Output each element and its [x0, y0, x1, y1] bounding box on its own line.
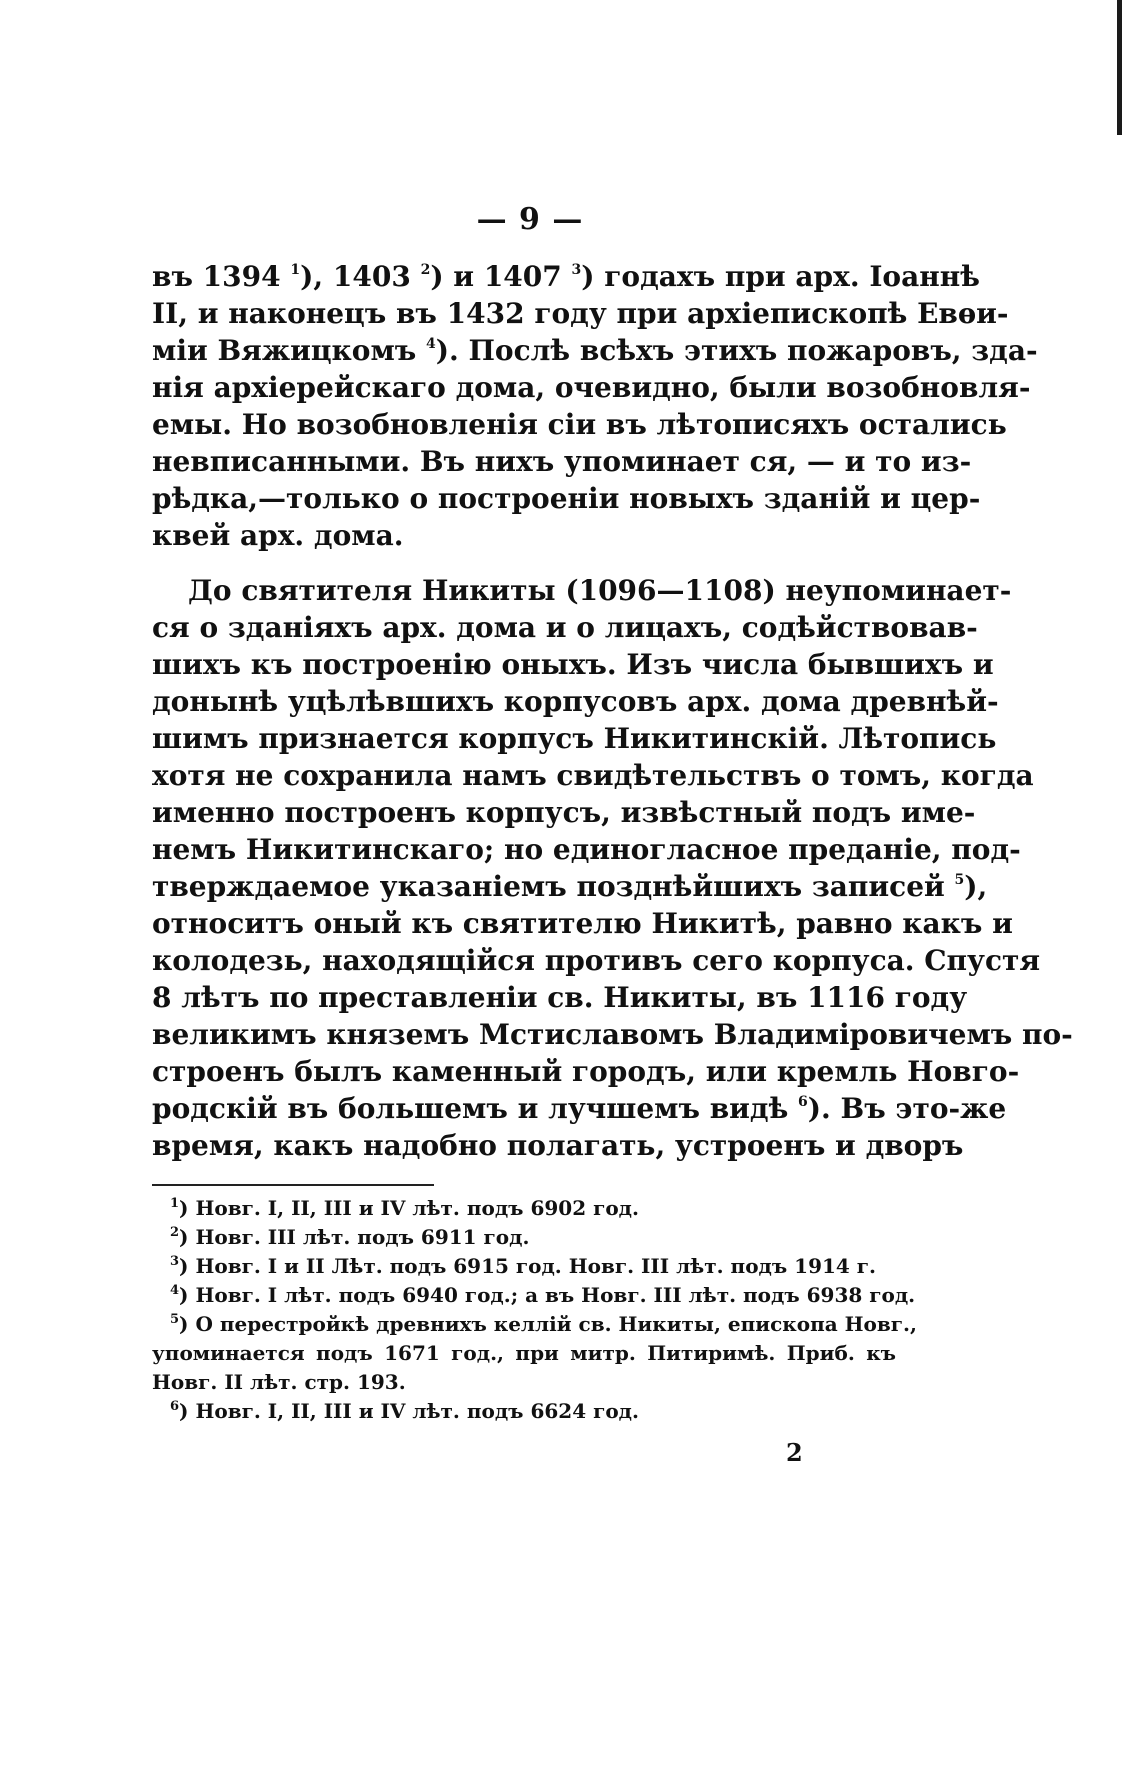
main-text — [152, 258, 1073, 1164]
text-line — [152, 1090, 1007, 1127]
text-line: II, и наконецъ въ 1432 году при архіепископѣ Евѳи- — [152, 297, 1009, 330]
text-line: относитъ оный къ святителю Никитѣ, равно какъ и — [152, 907, 1013, 940]
footnote-mark: 6 — [170, 1399, 180, 1414]
text-line: колодезь, находящійся противъ сего корпуса. Спустя — [152, 944, 1041, 977]
text-fragment: въ 1394 — [152, 260, 281, 293]
paragraph-gap — [152, 554, 896, 572]
text-line: емы. Но возобновленія сіи въ лѣтописяхъ остались — [152, 408, 1007, 441]
footnote-text: ) О перестройкѣ древнихъ келлій св. Никиты, епископа Новг., — [179, 1312, 917, 1336]
text-fragment: ), — [964, 870, 988, 903]
footnote-ref: 4 — [426, 336, 436, 352]
footnote — [152, 1252, 896, 1281]
footnote-continuation: упоминается подъ 1671 год., при митр. Питиримѣ. Приб. къ — [152, 1341, 896, 1365]
text-line: рѣдка,—только о построеніи новыхъ зданій и цер- — [152, 482, 981, 515]
footnote-ref: 1 — [290, 262, 301, 278]
footnote-text: ) Новг. I лѣт. подъ 6940 год.; а въ Новг. III лѣт. подъ 6938 год. — [179, 1283, 916, 1307]
text-line: время, какъ надобно полагать, устроенъ и дворъ — [152, 1129, 964, 1162]
text-line: квей арх. дома. — [152, 519, 404, 552]
footnote — [152, 1194, 896, 1223]
text-fragment: ) годахъ при арх. Іоаннѣ — [581, 260, 980, 293]
text-fragment: ). Въ это-же — [807, 1092, 1007, 1125]
footnote-text: ) Новг. I, II, III и IV лѣт. подъ 6902 год. — [179, 1196, 639, 1220]
page-edge-line — [1117, 0, 1122, 135]
text-line — [152, 332, 1038, 369]
text-fragment: ), 1403 — [300, 260, 411, 293]
footnote-ref: 6 — [798, 1094, 808, 1110]
text-fragment: міи Вяжицкомъ — [152, 334, 417, 367]
text-line — [152, 868, 988, 905]
text-line: шихъ къ построенію оныхъ. Изъ числа бывшихъ и — [152, 648, 994, 681]
footnote-divider — [152, 1184, 434, 1186]
footnote-continuation: Новг. II лѣт. стр. 193. — [152, 1370, 406, 1394]
footnote-text: ) Новг. III лѣт. подъ 6911 год. — [179, 1225, 530, 1249]
footnote-text: ) Новг. I и II Лѣт. подъ 6915 год. Новг. III лѣт. подъ 1914 г. — [179, 1254, 877, 1278]
text-line: великимъ княземъ Мстиславомъ Владиміровичемъ по- — [152, 1018, 1073, 1051]
footnote-mark: 3 — [170, 1254, 180, 1269]
signature-mark: 2 — [786, 1438, 803, 1467]
text-line: немъ Никитинскаго; но единогласное преданіе, под- — [152, 833, 1021, 866]
text-fragment: тверждаемое указаніемъ позднѣйшихъ записей — [152, 870, 945, 903]
footnote — [152, 1281, 916, 1310]
page-number: — 9 — — [476, 202, 584, 237]
text-line: именно построенъ корпусъ, извѣстный подъ име- — [152, 796, 976, 829]
footnote-ref: 2 — [420, 262, 431, 278]
footnote-ref: 5 — [954, 872, 965, 888]
footnote — [152, 1397, 896, 1426]
text-line: ся о зданіяхъ арх. дома и о лицахъ, содѣйствовав- — [152, 611, 978, 644]
text-fragment: родскій въ большемъ и лучшемъ видѣ — [152, 1092, 789, 1125]
text-line: нія архіерейскаго дома, очевидно, были возобновля- — [152, 371, 1031, 404]
text-line: донынѣ уцѣлѣвшихъ корпусовъ арх. дома древнѣй- — [152, 685, 999, 718]
footnote-mark: 2 — [170, 1225, 180, 1240]
text-line — [152, 258, 980, 295]
footnote-mark: 5 — [170, 1312, 180, 1327]
footnote-mark: 1 — [170, 1196, 180, 1211]
text-line: хотя не сохранила намъ свидѣтельствъ о томъ, когда — [152, 759, 1034, 792]
text-fragment: ) и 1407 — [430, 260, 562, 293]
text-line: 8 лѣтъ по преставленіи св. Никиты, въ 1116 году — [152, 981, 968, 1014]
text-fragment: ). Послѣ всѣхъ этихъ пожаровъ, зда- — [435, 334, 1038, 367]
text-line: До святителя Никиты (1096—1108) неупоминает- — [188, 574, 1012, 607]
footnotes — [152, 1194, 917, 1426]
footnote-text: ) Новг. I, II, III и IV лѣт. подъ 6624 год. — [179, 1399, 639, 1423]
text-line: шимъ признается корпусъ Никитинскій. Лѣтопись — [152, 722, 997, 755]
footnote-mark: 4 — [170, 1283, 180, 1298]
footnote — [152, 1223, 896, 1252]
footnote — [152, 1310, 917, 1339]
footnote-ref: 3 — [571, 262, 582, 278]
text-line: строенъ былъ каменный городъ, или кремль Новго- — [152, 1055, 1020, 1088]
text-line: невписанными. Въ нихъ упоминает ся, — и то из- — [152, 445, 972, 478]
